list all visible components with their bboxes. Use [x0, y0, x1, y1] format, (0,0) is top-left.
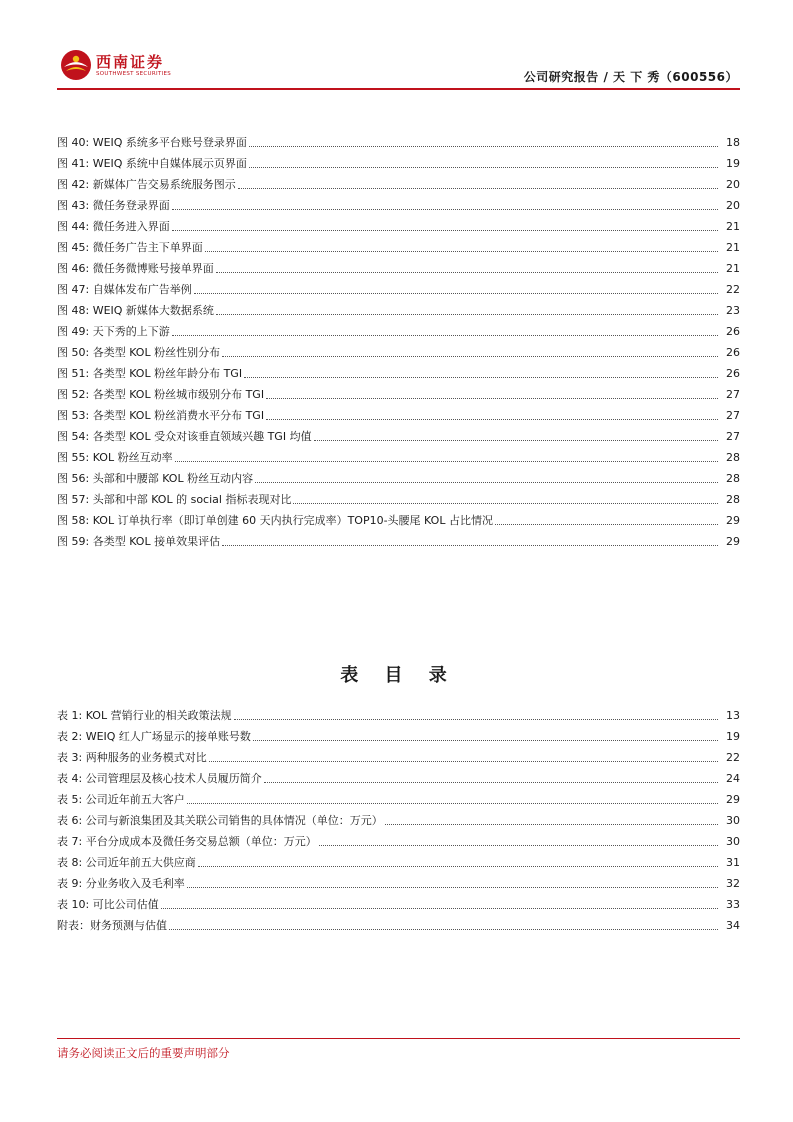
- toc-entry-label: 图 57: 头部和中部 KOL 的 social 指标表现对比: [57, 493, 292, 506]
- toc-entry[interactable]: [57, 381, 740, 402]
- toc-entry-label: 图 53: 各类型 KOL 粉丝消费水平分布 TGI: [57, 409, 265, 422]
- toc-entry-page: 22: [726, 283, 740, 296]
- toc-entry-page: 13: [726, 709, 740, 722]
- toc-entry-label: 图 50: 各类型 KOL 粉丝性别分布: [57, 346, 221, 359]
- toc-entry-label: 表 5: 公司近年前五大客户: [57, 793, 185, 806]
- toc-entry-page: 19: [726, 157, 740, 170]
- toc-entry[interactable]: [57, 465, 740, 486]
- toc-leader-dots: [172, 334, 718, 336]
- toc-leader-dots: [222, 355, 718, 357]
- toc-entry[interactable]: [57, 807, 740, 828]
- toc-leader-dots: [319, 844, 718, 846]
- logo-english-name: SOUTHWEST SECURITIES: [96, 71, 172, 77]
- toc-entry[interactable]: [57, 486, 740, 507]
- tables-section-title: 表 目 录: [340, 665, 457, 686]
- company-logo: [59, 48, 179, 84]
- footer-divider: [57, 1038, 740, 1039]
- toc-leader-dots: [216, 313, 718, 315]
- toc-entry[interactable]: [57, 360, 740, 381]
- toc-leader-dots: [172, 208, 718, 210]
- toc-leader-dots: [222, 544, 718, 546]
- toc-entry[interactable]: [57, 276, 740, 297]
- toc-entry-page: 31: [726, 856, 740, 869]
- toc-entry-label: 图 45: 微任务广告主下单界面: [57, 241, 203, 254]
- header-divider: [57, 88, 740, 90]
- toc-entry[interactable]: [57, 702, 740, 723]
- toc-entry[interactable]: [57, 723, 740, 744]
- toc-entry[interactable]: [57, 444, 740, 465]
- toc-entry[interactable]: [57, 765, 740, 786]
- toc-entry-label: 图 59: 各类型 KOL 接单效果评估: [57, 535, 221, 548]
- toc-entry[interactable]: [57, 849, 740, 870]
- toc-entry-page: 33: [726, 898, 740, 911]
- toc-entry-label: 表 1: KOL 营销行业的相关政策法规: [57, 709, 232, 722]
- toc-leader-dots: [266, 397, 718, 399]
- toc-entry-label: 图 49: 天下秀的上下游: [57, 325, 170, 338]
- toc-entry[interactable]: [57, 912, 740, 933]
- figure-list: [57, 129, 740, 549]
- toc-entry-label: 图 56: 头部和中腰部 KOL 粉丝互动内容: [57, 472, 254, 485]
- toc-entry-page: 30: [726, 814, 740, 827]
- toc-entry-page: 26: [726, 325, 740, 338]
- toc-entry-label: 图 40: WEIQ 系统多平台账号登录界面: [57, 136, 247, 149]
- toc-entry-page: 27: [726, 409, 740, 422]
- toc-entry[interactable]: [57, 423, 740, 444]
- toc-leader-dots: [495, 523, 718, 525]
- toc-leader-dots: [172, 229, 718, 231]
- toc-entry-page: 21: [726, 262, 740, 275]
- toc-entry-label: 图 58: KOL 订单执行率（即订单创建 60 天内执行完成率）TOP10-头腰尾 KOL 占比情况: [57, 514, 493, 527]
- toc-leader-dots: [314, 439, 718, 441]
- toc-entry-page: 26: [726, 367, 740, 380]
- toc-entry[interactable]: [57, 192, 740, 213]
- toc-entry[interactable]: [57, 891, 740, 912]
- toc-leader-dots: [385, 823, 718, 825]
- toc-leader-dots: [249, 145, 718, 147]
- toc-entry-page: 29: [726, 535, 740, 548]
- toc-entry-page: 28: [726, 472, 740, 485]
- toc-entry[interactable]: [57, 744, 740, 765]
- toc-entry[interactable]: [57, 870, 740, 891]
- toc-entry[interactable]: [57, 786, 740, 807]
- toc-leader-dots: [244, 376, 718, 378]
- toc-entry-page: 24: [726, 772, 740, 785]
- toc-entry[interactable]: [57, 507, 740, 528]
- toc-leader-dots: [187, 802, 718, 804]
- toc-entry-label: 图 47: 自媒体发布广告举例: [57, 283, 192, 296]
- report-title: 公司研究报告 / 天 下 秀（600556）: [523, 70, 738, 84]
- logo-emblem-icon: [59, 48, 93, 82]
- toc-entry-page: 27: [726, 430, 740, 443]
- toc-entry-label: 图 48: WEIQ 新媒体大数据系统: [57, 304, 214, 317]
- toc-leader-dots: [169, 928, 718, 930]
- toc-entry[interactable]: [57, 213, 740, 234]
- toc-leader-dots: [194, 292, 718, 294]
- toc-entry-label: 图 42: 新媒体广告交易系统服务图示: [57, 178, 236, 191]
- toc-entry-label: 表 4: 公司管理层及核心技术人员履历简介: [57, 772, 262, 785]
- toc-entry-label: 表 3: 两种服务的业务模式对比: [57, 751, 207, 764]
- toc-leader-dots: [216, 271, 718, 273]
- toc-entry-label: 表 8: 公司近年前五大供应商: [57, 856, 196, 869]
- toc-leader-dots: [175, 460, 718, 462]
- toc-entry-page: 28: [726, 451, 740, 464]
- page-header: [57, 44, 740, 90]
- toc-entry-label: 图 46: 微任务微博账号接单界面: [57, 262, 214, 275]
- toc-entry-label: 图 41: WEIQ 系统中自媒体展示页界面: [57, 157, 247, 170]
- toc-entry-label: 表 9: 分业务收入及毛利率: [57, 877, 185, 890]
- toc-entry[interactable]: [57, 129, 740, 150]
- toc-entry-page: 28: [726, 493, 740, 506]
- toc-leader-dots: [255, 481, 718, 483]
- toc-entry[interactable]: [57, 255, 740, 276]
- toc-entry-label: 图 54: 各类型 KOL 受众对该垂直领域兴趣 TGI 均值: [57, 430, 312, 443]
- toc-entry-page: 19: [726, 730, 740, 743]
- toc-entry[interactable]: [57, 171, 740, 192]
- toc-entry-page: 29: [726, 793, 740, 806]
- toc-leader-dots: [234, 718, 718, 720]
- logo-chinese-name: 西南证券: [96, 53, 165, 71]
- toc-entry[interactable]: [57, 402, 740, 423]
- toc-entry-page: 20: [726, 199, 740, 212]
- toc-entry-label: 表 7: 平台分成成本及微任务交易总额（单位：万元）: [57, 835, 317, 848]
- toc-entry[interactable]: [57, 297, 740, 318]
- toc-entry-label: 表 6: 公司与新浪集团及其关联公司销售的具体情况（单位：万元）: [57, 814, 383, 827]
- toc-entry-label: 图 51: 各类型 KOL 粉丝年龄分布 TGI: [57, 367, 243, 380]
- footer-disclaimer: 请务必阅读正文后的重要声明部分: [57, 1046, 230, 1060]
- toc-entry-label: 图 43: 微任务登录界面: [57, 199, 170, 212]
- toc-entry[interactable]: [57, 318, 740, 339]
- table-list: [57, 702, 740, 933]
- toc-entry-page: 26: [726, 346, 740, 359]
- toc-leader-dots: [161, 907, 718, 909]
- toc-entry-page: 32: [726, 877, 740, 890]
- toc-entry-label: 表 2: WEIQ 红人广场显示的接单账号数: [57, 730, 251, 743]
- toc-entry[interactable]: [57, 528, 740, 549]
- toc-entry-page: 30: [726, 835, 740, 848]
- toc-entry[interactable]: [57, 339, 740, 360]
- toc-leader-dots: [293, 502, 718, 504]
- toc-entry[interactable]: [57, 234, 740, 255]
- toc-leader-dots: [205, 250, 718, 252]
- toc-leader-dots: [264, 781, 718, 783]
- toc-leader-dots: [209, 760, 718, 762]
- toc-entry-page: 23: [726, 304, 740, 317]
- toc-entry-page: 27: [726, 388, 740, 401]
- toc-entry-label: 表 10: 可比公司估值: [57, 898, 159, 911]
- toc-entry[interactable]: [57, 150, 740, 171]
- toc-entry-label: 图 55: KOL 粉丝互动率: [57, 451, 173, 464]
- toc-entry-page: 22: [726, 751, 740, 764]
- toc-leader-dots: [253, 739, 718, 741]
- toc-entry-label: 附表：财务预测与估值: [57, 919, 167, 932]
- toc-entry-page: 29: [726, 514, 740, 527]
- toc-entry[interactable]: [57, 828, 740, 849]
- toc-entry-page: 21: [726, 241, 740, 254]
- toc-leader-dots: [249, 166, 718, 168]
- toc-leader-dots: [198, 865, 718, 867]
- toc-entry-page: 21: [726, 220, 740, 233]
- toc-leader-dots: [266, 418, 718, 420]
- toc-entry-label: 图 52: 各类型 KOL 粉丝城市级别分布 TGI: [57, 388, 265, 401]
- toc-entry-label: 图 44: 微任务进入界面: [57, 220, 170, 233]
- toc-leader-dots: [238, 187, 718, 189]
- toc-leader-dots: [187, 886, 718, 888]
- toc-entry-page: 18: [726, 136, 740, 149]
- toc-entry-page: 34: [726, 919, 740, 932]
- toc-entry-page: 20: [726, 178, 740, 191]
